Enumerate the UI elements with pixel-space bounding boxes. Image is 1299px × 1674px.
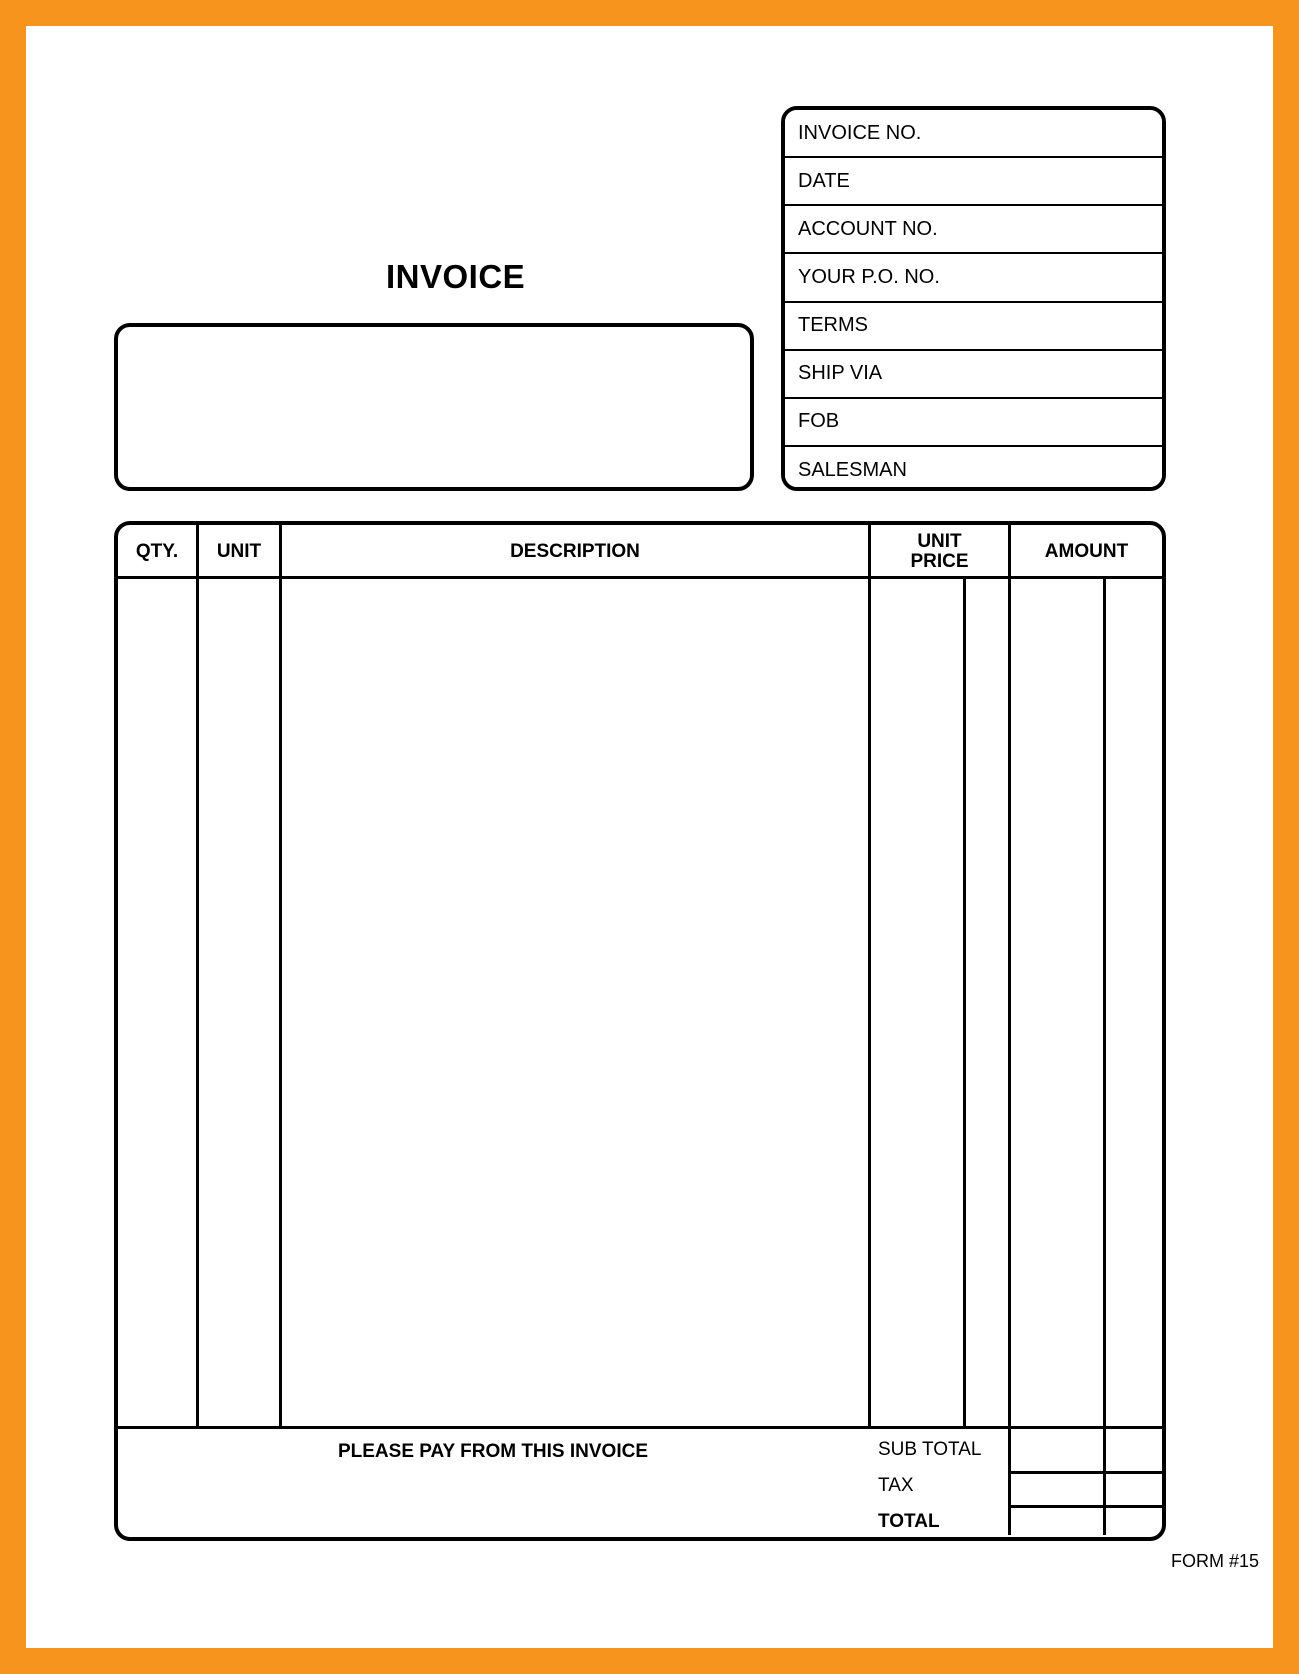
orange-border-right xyxy=(1273,0,1299,1674)
form-number: FORM #15 xyxy=(1170,1551,1259,1571)
totals-section xyxy=(118,1429,1162,1535)
tax-label: TAX xyxy=(878,1475,914,1496)
invoice-header-fields xyxy=(781,106,1166,491)
field-po-no-label: YOUR P.O. NO. xyxy=(798,265,940,288)
body-divider-description xyxy=(868,579,871,1429)
field-fob[interactable] xyxy=(785,399,1162,447)
column-header-unit-price-line2: PRICE xyxy=(910,551,969,572)
invoice-sheet xyxy=(26,26,1273,1648)
totals-rule-1 xyxy=(1008,1471,1162,1474)
total-label: TOTAL xyxy=(878,1511,940,1532)
field-invoice-no-label: INVOICE NO. xyxy=(798,121,922,144)
field-account-no[interactable] xyxy=(785,206,1162,254)
column-header-amount: AMOUNT xyxy=(1044,541,1129,563)
page-title: INVOICE xyxy=(386,258,526,295)
field-po-no[interactable] xyxy=(785,254,1162,302)
body-divider-price-cents xyxy=(963,579,966,1429)
body-divider-qty xyxy=(196,579,199,1429)
field-account-no-label: ACCOUNT NO. xyxy=(798,217,938,240)
field-salesman[interactable] xyxy=(785,447,1162,491)
body-divider-amount-cents xyxy=(1103,579,1106,1429)
field-date[interactable] xyxy=(785,158,1162,206)
totals-rule-2 xyxy=(1008,1505,1162,1508)
field-terms-label: TERMS xyxy=(798,314,868,337)
totals-divider-amount-cents xyxy=(1103,1429,1106,1535)
orange-border-bottom xyxy=(0,1648,1299,1674)
bill-to-value xyxy=(118,327,750,351)
column-header-unit: UNIT xyxy=(216,541,262,563)
field-date-label: DATE xyxy=(798,169,850,192)
line-items-table xyxy=(114,521,1166,1541)
field-salesman-label: SALESMAN xyxy=(798,459,907,482)
bill-to-box[interactable] xyxy=(114,323,754,491)
field-ship-via-label: SHIP VIA xyxy=(798,362,883,385)
totals-divider-amount xyxy=(1008,1429,1011,1535)
orange-border-left xyxy=(0,0,26,1674)
line-items-body[interactable] xyxy=(118,579,1162,1429)
field-ship-via[interactable] xyxy=(785,351,1162,399)
pay-from-invoice-note: PLEASE PAY FROM THIS INVOICE xyxy=(337,1441,649,1462)
field-invoice-no[interactable] xyxy=(785,110,1162,158)
field-terms[interactable] xyxy=(785,303,1162,351)
column-header-description: DESCRIPTION xyxy=(510,541,640,563)
subtotal-label: SUB TOTAL xyxy=(878,1439,982,1460)
column-header-unit-price-line1: UNIT xyxy=(917,531,962,553)
column-header-qty: QTY. xyxy=(135,541,179,563)
body-divider-unit xyxy=(279,579,282,1429)
body-divider-amount xyxy=(1008,579,1011,1429)
column-header-unit-price xyxy=(871,525,1008,579)
field-fob-label: FOB xyxy=(798,410,840,433)
table-header-row xyxy=(118,525,1162,579)
orange-border-top xyxy=(0,0,1299,26)
